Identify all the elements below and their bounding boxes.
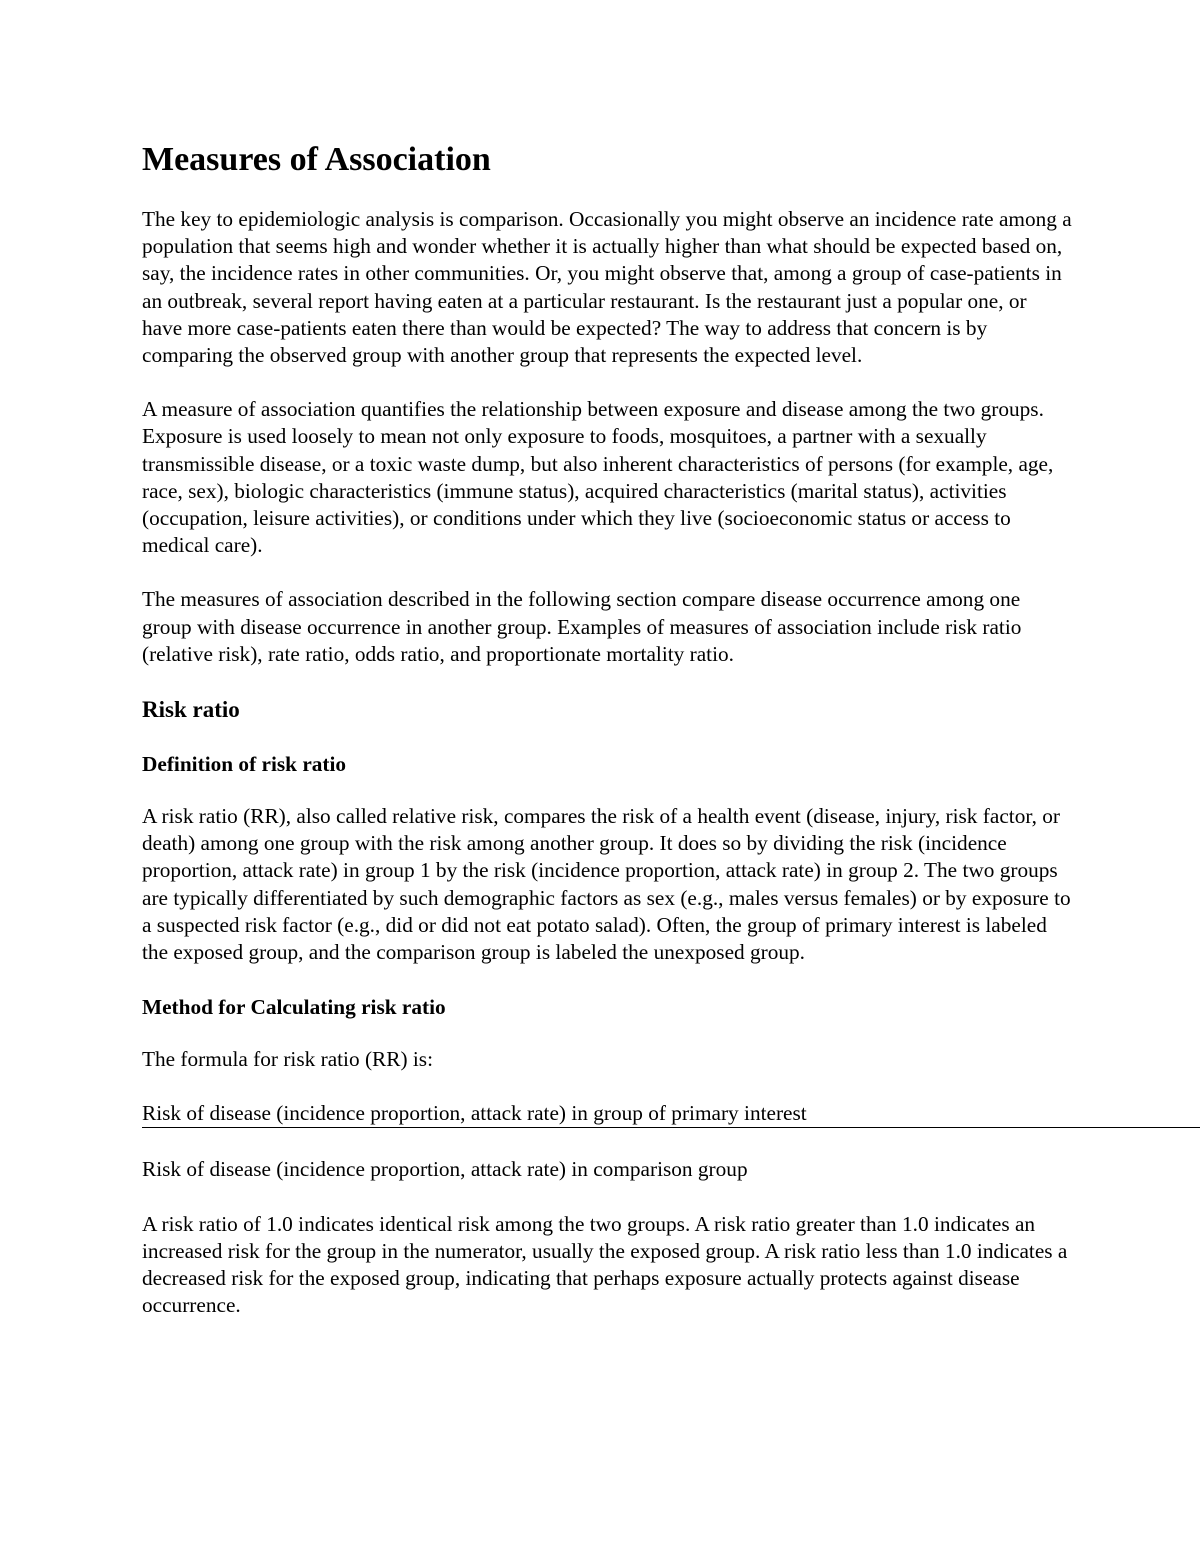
fraction-bar — [142, 1127, 1200, 1128]
formula-intro: The formula for risk ratio (RR) is: — [142, 1047, 433, 1072]
formula-denominator: Risk of disease (incidence proportion, attack rate) in comparison group — [142, 1157, 748, 1182]
formula-numerator-text: Risk of disease (incidence proportion, attack rate) in group of primary interest — [142, 1101, 807, 1126]
definition-paragraph: A risk ratio (RR), also called relative risk, compares the risk of a health event (disease, injury, risk factor, or death) among one group with the risk among another group. It does so by dividing the risk (incidence proportion, attack rate) in group 1 by the risk (incidence proportion, attack rate) in group 2. The two groups are typically differentiated by such demographic factors as sex (e.g., males versus females) or by exposure to a suspected risk factor (e.g., did or did not eat potato salad). Often, the group of primary interest is labeled the exposed group, and the comparison group is labeled the unexposed group. — [142, 804, 1071, 965]
intro-paragraph-3: The measures of association described in the following section compare disease occurrence among one group with disease occurrence in another group. Examples of measures of association include risk ratio (relative risk), rate ratio, odds ratio, and proportionate mortality ratio. — [142, 587, 1022, 666]
document-title: Measures of Association — [142, 141, 491, 178]
risk-ratio-heading: Risk ratio — [142, 697, 240, 723]
intro-paragraph-1: The key to epidemiologic analysis is comparison. Occasionally you might observe an incidence rate among a population that seems high and wonder whether it is actually higher than what should be expected based on, say, the incidence rates in other communities. Or, you might observe that, among a group of case-patients in an outbreak, several report having eaten at a particular restaurant. Is the restaurant just a popular one, or have more case-patients eaten there than would be expected? The way to address that concern is by comparing the observed group with another group that represents the expected level. — [142, 207, 1072, 368]
document-content — [142, 138, 1072, 1346]
intro-paragraph-2: A measure of association quantifies the relationship between exposure and disease among the two groups. Exposure is used loosely to mean not only exposure to foods, mosquitoes, a partner with a sexually transmissible disease, or a toxic waste dump, but also inherent characteristics of persons (for example, age, race, sex), biologic characteristics (immune status), acquired characteristics (marital status), activities (occupation, leisure activities), or conditions under which they live (socioeconomic status or access to medical care). — [142, 397, 1054, 558]
formula-numerator — [142, 1100, 1072, 1127]
method-heading: Method for Calculating risk ratio — [142, 995, 446, 1020]
definition-heading: Definition of risk ratio — [142, 752, 347, 777]
interpretation-paragraph: A risk ratio of 1.0 indicates identical risk among the two groups. A risk ratio greater than 1.0 indicates an increased risk for the group in the numerator, usually the exposed group. A risk ratio less than 1.0 indicates a decreased risk for the exposed group, indicating that perhaps exposure actually protects against disease occurrence. — [142, 1211, 1068, 1318]
